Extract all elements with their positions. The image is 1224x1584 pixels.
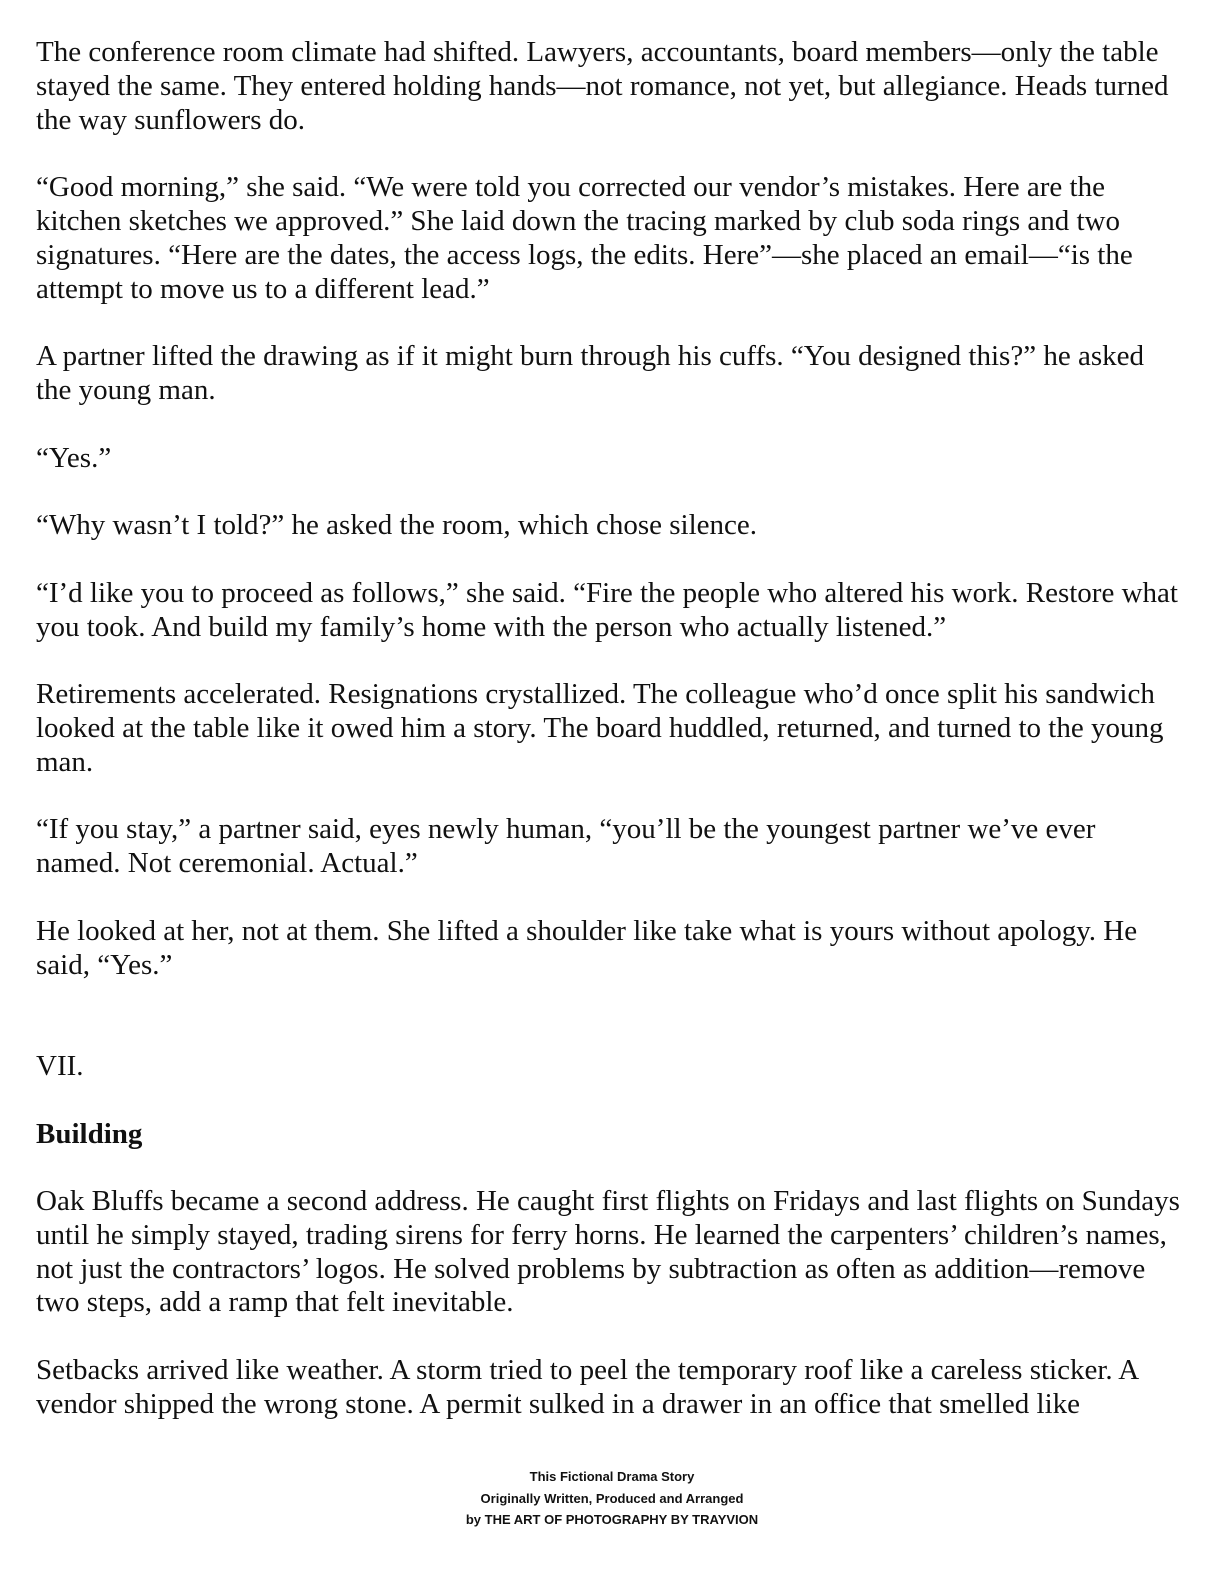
page-footer [0, 1466, 1224, 1531]
paragraph: Setbacks arrived like weather. A storm tried to peel the temporary roof like a careless sticker. A vendor shipped the wrong stone. A permit sulked in a drawer in an office that smelled like [36, 1354, 1138, 1420]
paragraph: “Good morning,” she said. “We were told you corrected our vendor’s mistakes. Here are the kitchen sketches we approved.” She laid down the tracing marked by club soda rings and two signatures. “Here are the dates, the access logs, the edits. Here”—she placed an email—“is the attempt to move us to a different lead.” [36, 171, 1133, 305]
story-page [36, 36, 1186, 1455]
paragraph: The conference room climate had shifted. Lawyers, accountants, board members—only the table stayed the same. They entered holding hands—not romance, not yet, but allegiance. Heads turned the way sunflowers do. [36, 36, 1169, 136]
paragraph: “I’d like you to proceed as follows,” she said. “Fire the people who altered his work. Restore what you took. And build my family’s home with the person who actually listened.” [36, 576, 1178, 643]
section-title: Building [36, 1117, 143, 1150]
paragraph: “Why wasn’t I told?” he asked the room, which chose silence. [36, 509, 758, 542]
paragraph: He looked at her, not at them. She lifted a shoulder like take what is yours without apology. He said, “Yes.” [36, 914, 1138, 981]
paragraph: “Yes.” [36, 441, 112, 474]
footer-line: This Fictional Drama Story [529, 1469, 695, 1484]
footer-line: by THE ART OF PHOTOGRAPHY BY TRAYVION [465, 1512, 759, 1527]
paragraph: Retirements accelerated. Resignations crystallized. The colleague who’d once split his sandwich looked at the table like it owed him a story. The board huddled, returned, and turned to the young man. [36, 678, 1164, 778]
paragraph: Oak Bluffs became a second address. He caught first flights on Fridays and last flights on Sundays until he simply stayed, trading sirens for ferry horns. He learned the carpenters’ children’s names, not just the contractors’ logos. He solved problems by subtraction as often as addition—remove two steps, add a ramp that felt inevitable. [36, 1185, 1180, 1319]
footer-line: Originally Written, Produced and Arranged [480, 1490, 744, 1506]
paragraph: “If you stay,” a partner said, eyes newly human, “you’ll be the youngest partner we’ve ever named. Not ceremonial. Actual.” [36, 813, 1096, 880]
paragraph: A partner lifted the drawing as if it might burn through his cuffs. “You designed this?” he asked the young man. [36, 340, 1144, 406]
section-number: VII. [36, 1049, 84, 1082]
